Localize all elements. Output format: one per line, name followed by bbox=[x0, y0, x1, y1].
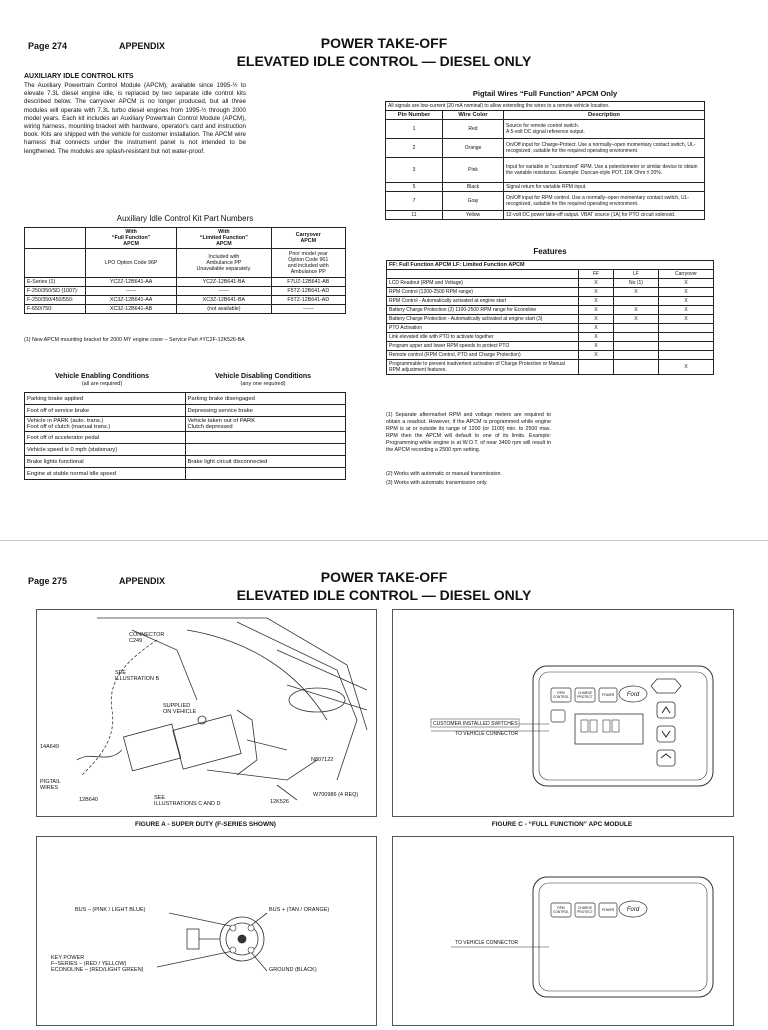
color-cell: Orange bbox=[443, 139, 504, 158]
aux-button bbox=[551, 710, 565, 722]
enabling-cell: Foot off of service brake bbox=[25, 405, 186, 417]
carryover-cell: X bbox=[659, 306, 714, 315]
table-row bbox=[387, 342, 714, 351]
pin-cell: 11 bbox=[386, 211, 443, 220]
parts-cell: (not available) bbox=[177, 305, 271, 314]
carryover-cell: X bbox=[659, 279, 714, 288]
feature-cell: PTO Activation bbox=[387, 324, 579, 333]
feature-cell: Battery Charge Protection (2) 1100-2500 RPM range for Econoline bbox=[387, 306, 579, 315]
pigtail-header: Wire Color bbox=[443, 111, 504, 120]
table-row bbox=[387, 324, 714, 333]
appendix-label: APPENDIX bbox=[119, 41, 166, 51]
features-legend-row bbox=[387, 261, 714, 270]
ff-cell: X bbox=[579, 333, 614, 342]
parts-cell: XC3Z-12B641-AA bbox=[86, 296, 177, 305]
feature-cell: RPM Control (1200-2500 RPM range) bbox=[387, 288, 579, 297]
appendix-label-2: APPENDIX bbox=[119, 576, 166, 586]
color-cell: Pink bbox=[443, 158, 504, 183]
parts-header-row bbox=[25, 228, 346, 249]
table-row bbox=[386, 211, 705, 220]
svg-text:POWER: POWER bbox=[601, 908, 615, 912]
carryover-cell bbox=[659, 351, 714, 360]
features-header: Carryover bbox=[659, 270, 714, 279]
color-cell: Gray bbox=[443, 192, 504, 211]
figure-a-labels bbox=[40, 632, 358, 807]
features-table bbox=[386, 260, 714, 375]
feature-cell: LCD Readout (RPM and Voltage) bbox=[387, 279, 579, 288]
disabling-cell: Depressing service brake bbox=[185, 405, 346, 417]
feature-cell: RPM Control - Automatically activated at engine start bbox=[387, 297, 579, 306]
parts-cell: ------ bbox=[177, 287, 271, 296]
carryover-cell bbox=[659, 342, 714, 351]
parts-subrow bbox=[25, 249, 346, 278]
table-row bbox=[386, 139, 705, 158]
table-row bbox=[25, 432, 346, 444]
bus-plus-label: BUS + (TAN / ORANGE) bbox=[269, 907, 330, 913]
parts-cell: F-650/750: bbox=[25, 305, 86, 314]
lcd-display bbox=[575, 714, 643, 744]
parts-header: With “Limited Function” APCM bbox=[177, 228, 271, 249]
feature-cell: Programmable to prevent inadvertent activation of Charge Protection or Manual RPM adjustment features. bbox=[387, 360, 579, 375]
disabling-subtitle: (any one required) bbox=[240, 381, 286, 387]
svg-text:12K526: 12K526 bbox=[270, 799, 289, 805]
table-row bbox=[25, 278, 346, 287]
conditions-table bbox=[24, 392, 346, 480]
parts-header bbox=[25, 228, 86, 249]
bus-minus-label: BUS – (PINK / LIGHT BLUE) bbox=[75, 907, 146, 913]
lf-cell bbox=[614, 324, 659, 333]
parts-cell: Prior model year Option Code 961 and included with Ambulance PP bbox=[271, 249, 345, 278]
svg-text:Ford: Ford bbox=[626, 907, 640, 913]
features-header: FF bbox=[579, 270, 614, 279]
table-row bbox=[25, 305, 346, 314]
parts-cell: ------ bbox=[271, 305, 345, 314]
desc-cell: Source for remote control switch. A 5-volt DC signal reference output. bbox=[504, 120, 705, 139]
table-row bbox=[387, 279, 714, 288]
svg-text:W700986 (4 REQ): W700986 (4 REQ) bbox=[313, 792, 359, 798]
figure-b-drawing bbox=[37, 837, 376, 1025]
parts-cell: F5TZ-12B641-AD bbox=[271, 287, 345, 296]
features-title: Features bbox=[533, 247, 567, 256]
enabling-cell: Engine at stable normal idle speed bbox=[25, 468, 186, 480]
table-row bbox=[386, 158, 705, 183]
ff-cell: X bbox=[579, 324, 614, 333]
table-row bbox=[387, 351, 714, 360]
enabling-cell: Parking brake applied bbox=[25, 393, 186, 405]
parts-cell: YC2Z-12B641-AA bbox=[86, 278, 177, 287]
table-row bbox=[25, 287, 346, 296]
page-subtitle-2: ELEVATED IDLE CONTROL — DIESEL ONLY bbox=[236, 587, 532, 603]
parts-cell: LPO Option Code 96P bbox=[86, 249, 177, 278]
pigtail-header-row bbox=[386, 111, 705, 120]
desc-cell: Signal return for variable RPM input. bbox=[504, 183, 705, 192]
pin-cell: 7 bbox=[386, 192, 443, 211]
ff-cell bbox=[579, 360, 614, 375]
disabling-cell bbox=[185, 468, 346, 480]
lf-cell bbox=[614, 342, 659, 351]
kits-body: The Auxiliary Powertrain Control Module (APCM), available since 1995-½ to elevate 7.3L diesel engine idle, is replaced by two separate idle control kits described below. The carryover APCM is no longer produced, but all three modules will operate with 7.3L turbo diesel engines from 1995-½ through 2000 model years. Each kit includes an Auxiliary Powertrain Control Module (APCM), wiring harness, mounting bracket with hardware, operator's card and instruction book. Kits are shipped with the vehicle for customer installation. The APCM wire harness that connects under the instrument panel is not intended to be lengthened. The modules are splash-resistant but not water-proof. bbox=[24, 82, 246, 155]
carryover-cell: X bbox=[659, 297, 714, 306]
ff-cell: X bbox=[579, 342, 614, 351]
parts-cell: YC2Z-12B641-BA bbox=[177, 278, 271, 287]
table-row bbox=[387, 297, 714, 306]
enabling-subtitle: (all are required) bbox=[81, 381, 123, 387]
svg-text:SEEILLUSTRATIONS C AND D: SEE ILLUSTRATIONS C AND D bbox=[154, 795, 221, 807]
features-header bbox=[387, 270, 579, 279]
pin-cell: 5 bbox=[386, 183, 443, 192]
table-row bbox=[25, 444, 346, 456]
pigtail-table bbox=[385, 101, 705, 220]
table-row bbox=[387, 306, 714, 315]
feature-cell: Battery Charge Protection - Automatically activated at engine start (3) bbox=[387, 315, 579, 324]
color-cell: Red bbox=[443, 120, 504, 139]
pin-cell: 3 bbox=[386, 158, 443, 183]
pigtail-header: Description bbox=[504, 111, 705, 120]
enabling-cell: Foot off of accelerator pedal bbox=[25, 432, 186, 444]
pin-cell: 1 bbox=[386, 120, 443, 139]
features-note-3: (3) Works with automatic transmission only. bbox=[386, 480, 488, 486]
feature-cell: Link elevated idle with PTO to activate together bbox=[387, 333, 579, 342]
carryover-cell: X bbox=[659, 360, 714, 375]
table-row bbox=[386, 183, 705, 192]
svg-text:SUPPLIEDON VEHICLE: SUPPLIED ON VEHICLE bbox=[163, 703, 197, 715]
pigtail-note: All signals are low-current (20 mA nominal) to allow extending the wires to a remote vehicle location. bbox=[386, 102, 705, 111]
ff-cell: X bbox=[579, 306, 614, 315]
ff-cell: X bbox=[579, 315, 614, 324]
table-row bbox=[386, 120, 705, 139]
carryover-cell: X bbox=[659, 288, 714, 297]
table-row bbox=[25, 456, 346, 468]
desc-cell: On/Off input for RPM control. Use a normally–open momentary contact switch, UL-recognized, suitable for the required operating environment. bbox=[504, 192, 705, 211]
disabling-title: Vehicle Disabling Conditions bbox=[214, 373, 312, 380]
figure-c-drawing bbox=[393, 610, 733, 816]
figure-d-panel bbox=[392, 836, 734, 1026]
ff-cell: X bbox=[579, 279, 614, 288]
table-row bbox=[25, 296, 346, 305]
table-row bbox=[25, 393, 346, 405]
lf-cell: No (1) bbox=[614, 279, 659, 288]
figure-a-caption: FIGURE A - SUPER DUTY (F-SERIES SHOWN) bbox=[135, 821, 276, 828]
features-legend: FF: Full Function APCM LF: Limited Function APCM bbox=[387, 261, 714, 270]
key-power-label: KEY POWER F–SERIES – (RED / YELLOW) ECONOLINE – (RED/LIGHT GREEN) bbox=[51, 955, 144, 973]
kits-heading: AUXILIARY IDLE CONTROL KITS bbox=[24, 73, 134, 80]
features-header: LF bbox=[614, 270, 659, 279]
desc-cell: Input for variable or “customized” RPM. Use a potentiometer or similar device to obtain the variable resistance. Example: Duncan-style POT, 10K Ohm ± 20%. bbox=[504, 158, 705, 183]
page-number: Page 274 bbox=[28, 41, 68, 51]
fig-a-connector-label: CONNECTOR C249 bbox=[129, 632, 165, 644]
enabling-title: Vehicle Enabling Conditions bbox=[54, 373, 150, 380]
down-arrow-button bbox=[657, 726, 675, 742]
svg-text:14A649: 14A649 bbox=[40, 744, 59, 750]
table-row bbox=[387, 333, 714, 342]
parts-header: Carryover APCM bbox=[271, 228, 345, 249]
parts-cell: E-Series (1) bbox=[25, 278, 86, 287]
svg-text:SEEILLUSTRATION B: SEE ILLUSTRATION B bbox=[115, 670, 160, 682]
page-subtitle: ELEVATED IDLE CONTROL — DIESEL ONLY bbox=[236, 53, 532, 69]
pigtail-note-row bbox=[386, 102, 705, 111]
ff-cell: X bbox=[579, 297, 614, 306]
parts-cell: XC3Z-12B641-BA bbox=[177, 296, 271, 305]
parts-cell: ------ bbox=[86, 287, 177, 296]
ground-label: GROUND (BLACK) bbox=[269, 967, 317, 973]
enabling-cell: Vehicle speed is 0 mph (stationary) bbox=[25, 444, 186, 456]
table-row bbox=[25, 468, 346, 480]
parts-cell: F7UZ-12B641-AB bbox=[271, 278, 345, 287]
disabling-cell: Parking brake disengaged bbox=[185, 393, 346, 405]
carryover-cell bbox=[659, 333, 714, 342]
figure-a-panel bbox=[36, 609, 377, 817]
pigtail-title: Pigtail Wires “Full Function” APCM Only bbox=[472, 89, 618, 98]
pigtail-header: Pin Number bbox=[386, 111, 443, 120]
svg-text:12B640: 12B640 bbox=[79, 797, 98, 803]
svg-text:RPMCONTROL: RPM CONTROL bbox=[552, 691, 570, 699]
disabling-cell bbox=[185, 432, 346, 444]
svg-text:N807122: N807122 bbox=[311, 757, 334, 763]
features-note-2: (2) Works with automatic or manual transmission. bbox=[386, 471, 502, 477]
features-header-row bbox=[387, 270, 714, 279]
parts-footnote: (1) New APCM mounting bracket for 2000 MY engine cover – Service Part #YC2F-12K526-BA bbox=[24, 337, 245, 343]
svg-text:POWER: POWER bbox=[601, 693, 615, 697]
svg-text:Ford: Ford bbox=[626, 692, 640, 698]
table-row bbox=[387, 360, 714, 375]
lf-cell: X bbox=[614, 288, 659, 297]
table-row bbox=[387, 288, 714, 297]
lf-cell: X bbox=[614, 315, 659, 324]
to-vehicle-label-c: TO VEHICLE CONNECTOR bbox=[455, 731, 519, 737]
figure-d-drawing bbox=[393, 837, 733, 1025]
lf-cell bbox=[614, 297, 659, 306]
figure-a-drawing bbox=[37, 610, 376, 816]
parts-cell: F-250/350/SD (1007): bbox=[25, 287, 86, 296]
pin-cell: 2 bbox=[386, 139, 443, 158]
figure-c-panel bbox=[392, 609, 734, 817]
parts-table bbox=[24, 227, 346, 314]
lf-cell bbox=[614, 351, 659, 360]
svg-text:PIGTAILWIRES: PIGTAIL WIRES bbox=[40, 779, 61, 791]
color-cell: Black bbox=[443, 183, 504, 192]
page-number-2: Page 275 bbox=[28, 576, 68, 586]
parts-cell: F-250/350/450/550: bbox=[25, 296, 86, 305]
to-vehicle-label-d: TO VEHICLE CONNECTOR bbox=[455, 940, 519, 946]
enabling-cell: Brake lights functional bbox=[25, 456, 186, 468]
color-cell: Yellow bbox=[443, 211, 504, 220]
lf-cell bbox=[614, 360, 659, 375]
figure-b-panel bbox=[36, 836, 377, 1026]
ff-cell: X bbox=[579, 351, 614, 360]
features-note-1: (1) Separate aftermarket RPM and voltage meters are required to obtain a readout. However, if the APCM is programmed while engine RPM is at or outside its range of 1200 (or 1100) min. to 2500 max. RPM then the APCM will default to one of its limits. Example: Programming while engine is at W.O.T. of near 3400 rpm will result in the APCM recording a 2500 rpm setting. bbox=[386, 412, 551, 454]
disabling-cell bbox=[185, 444, 346, 456]
feature-cell: Remote control (RPM Control, PTO and Charge Protection) bbox=[387, 351, 579, 360]
parts-cell bbox=[25, 249, 86, 278]
svg-text:CHARGEPROTECT: CHARGE PROTECT bbox=[577, 906, 593, 914]
parts-caption: Auxiliary Idle Control Kit Part Numbers bbox=[116, 214, 254, 223]
up-arrow-button bbox=[657, 702, 675, 718]
lf-cell bbox=[614, 333, 659, 342]
feature-cell: Program upper and lower RPM speeds to protect PTO bbox=[387, 342, 579, 351]
parts-cell: XC3Z-12B641-AB bbox=[86, 305, 177, 314]
ff-cell: X bbox=[579, 288, 614, 297]
page-divider bbox=[0, 540, 768, 541]
carryover-cell: X bbox=[659, 315, 714, 324]
table-row bbox=[386, 192, 705, 211]
table-row bbox=[25, 417, 346, 432]
lf-cell: X bbox=[614, 306, 659, 315]
parts-cell: F5TZ-12B641-AD bbox=[271, 296, 345, 305]
desc-cell: On/Off input for Charge-Protect. Use a normally–open momentary contact switch, UL-recognized, suitable for the required operating environment. bbox=[504, 139, 705, 158]
enabling-cell: Vehicle in PARK (auto. trans.) Foot off of clutch (manual trans.) bbox=[25, 417, 186, 432]
table-row bbox=[387, 315, 714, 324]
carryover-cell bbox=[659, 324, 714, 333]
customer-switches-label: CUSTOMER INSTALLED SWITCHES bbox=[433, 721, 518, 727]
page-title-2: POWER TAKE-OFF bbox=[320, 569, 448, 585]
disabling-cell: Brake light circuit disconnected bbox=[185, 456, 346, 468]
parts-cell: Included with Ambulance PP Unavailable separately. bbox=[177, 249, 271, 278]
svg-text:CHARGEPROTECT: CHARGE PROTECT bbox=[577, 691, 593, 699]
svg-text:RPMCONTROL: RPM CONTROL bbox=[552, 906, 570, 914]
disabling-cell: Vehicle taken out of PARK Clutch depressed bbox=[185, 417, 346, 432]
parts-header: With “Full Function” APCM bbox=[86, 228, 177, 249]
figure-c-caption: FIGURE C - “FULL FUNCTION” APC MODULE bbox=[491, 821, 633, 828]
desc-cell: 12-volt DC power take-off output. VBAT source (1A) for PTO circuit solenoid. bbox=[504, 211, 705, 220]
page-title: POWER TAKE-OFF bbox=[320, 35, 448, 51]
table-row bbox=[25, 405, 346, 417]
